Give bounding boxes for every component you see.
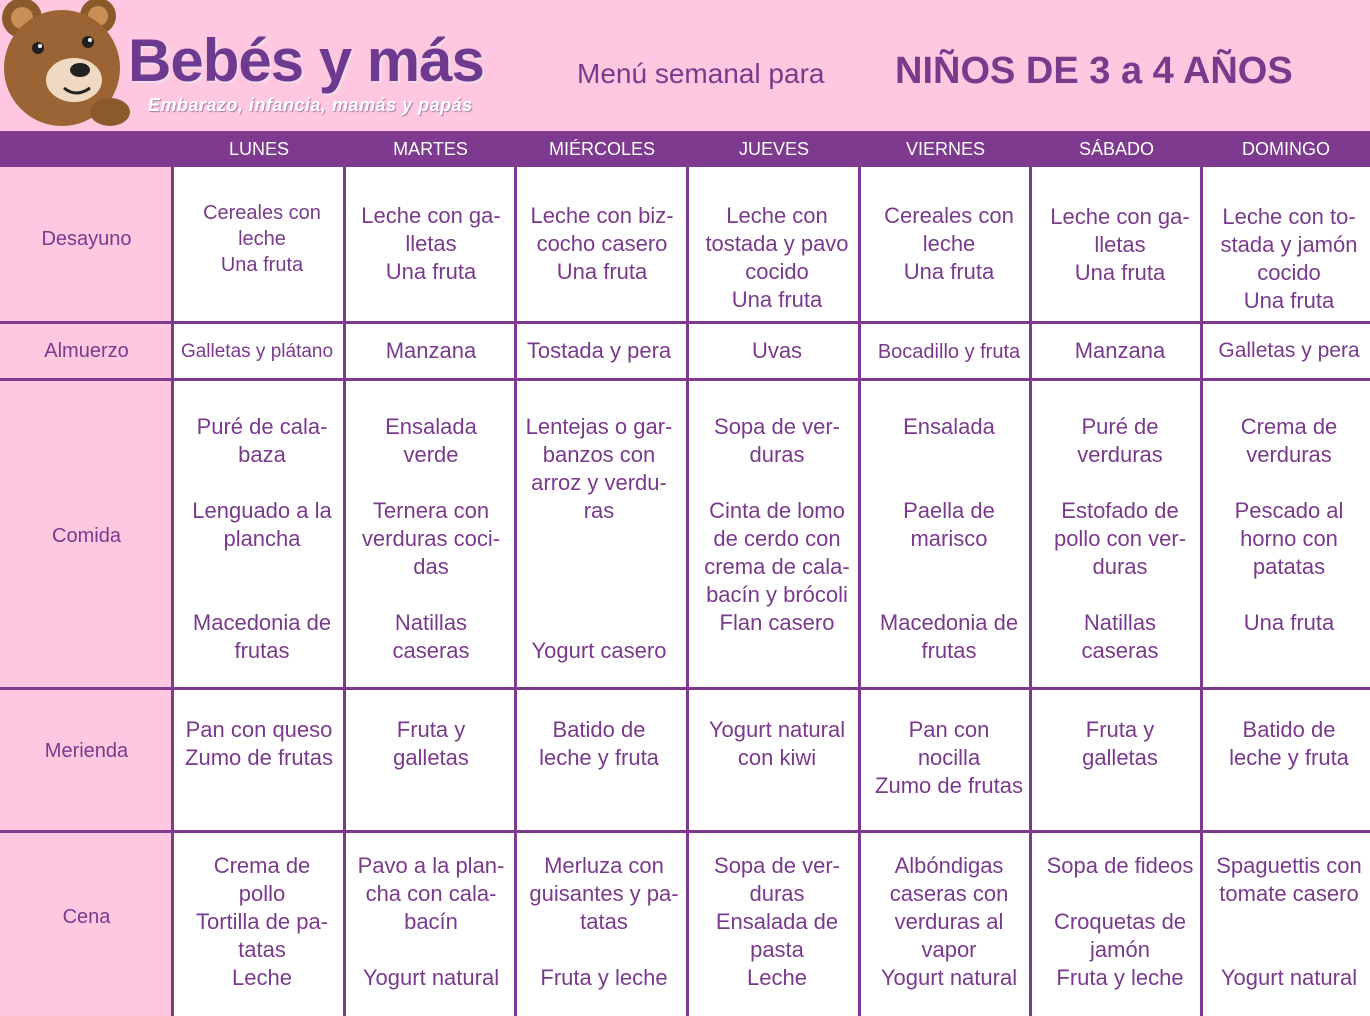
grid-divider bbox=[1029, 167, 1032, 1016]
menu-cell-almuerzo-jueves: Uvas bbox=[751, 338, 803, 363]
menu-cell-comida-jueves: Sopa de ver- duras Cinta de lomo de cerdo con crema de cala- bacín y brócoli Flan casero bbox=[704, 414, 850, 635]
menu-label: Menú semanal para bbox=[577, 58, 825, 89]
day-header-martes: MARTES bbox=[393, 139, 468, 159]
menu-cell-cena-martes: Pavo a la plan- cha con cala- bacín Yogurt natural bbox=[357, 853, 505, 990]
meal-label-merienda: Merienda bbox=[44, 740, 129, 762]
grid-divider bbox=[686, 167, 689, 1016]
menu-cell-cena-miercoles: Merluza con guisantes y pa- tatas Fruta y leche bbox=[529, 853, 679, 990]
day-header-jueves: JUEVES bbox=[738, 139, 810, 159]
teddy-bear-logo-icon bbox=[0, 0, 130, 131]
day-header-sabado: SÁBADO bbox=[1078, 139, 1155, 159]
grid-divider bbox=[858, 167, 861, 1016]
grid-divider bbox=[514, 167, 517, 1016]
menu-cell-almuerzo-sabado: Manzana bbox=[1074, 338, 1166, 363]
menu-cell-comida-sabado: Puré de verduras Estofado de pollo con ver- duras Natillas caseras bbox=[1053, 414, 1187, 663]
menu-cell-comida-lunes: Puré de cala- baza Lenguado a la plancha Macedonia de frutas bbox=[192, 414, 332, 663]
day-header-viernes: VIERNES bbox=[905, 139, 986, 159]
menu-cell-desayuno-martes: Leche con ga- lletas Una fruta bbox=[361, 203, 501, 284]
menu-cell-comida-viernes: Ensalada Paella de marisco Macedonia de frutas bbox=[879, 414, 1019, 663]
menu-cell-cena-sabado: Sopa de fideos Croquetas de jamón Fruta y leche bbox=[1046, 853, 1194, 990]
grid-divider bbox=[0, 321, 1370, 324]
menu-cell-almuerzo-martes: Manzana bbox=[385, 338, 477, 363]
grid-divider bbox=[171, 167, 174, 1016]
meal-label-desayuno: Desayuno bbox=[41, 228, 132, 250]
day-header-miercoles: MIÉRCOLES bbox=[548, 139, 656, 159]
menu-cell-merienda-domingo: Batido de leche y fruta bbox=[1229, 717, 1349, 770]
menu-cell-merienda-sabado: Fruta y galletas bbox=[1082, 717, 1158, 770]
meal-label-cena: Cena bbox=[62, 906, 111, 928]
menu-cell-cena-viernes: Albóndigas caseras con verduras al vapor Yogurt natural bbox=[880, 853, 1018, 990]
menu-cell-desayuno-miercoles: Leche con biz- cocho casero Una fruta bbox=[530, 203, 674, 284]
menu-cell-comida-miercoles: Lentejas o gar- banzos con arroz y verdu- ras Yogurt casero bbox=[525, 414, 673, 663]
menu-cell-desayuno-domingo: Leche con to- stada y jamón cocido Una fruta bbox=[1220, 204, 1358, 313]
menu-cell-cena-jueves: Sopa de ver- duras Ensalada de pasta Leche bbox=[714, 853, 840, 990]
menu-cell-cena-lunes: Crema de pollo Tortilla de pa- tatas Leche bbox=[195, 853, 329, 990]
menu-cell-desayuno-viernes: Cereales con leche Una fruta bbox=[884, 203, 1014, 284]
menu-cell-comida-domingo: Crema de verduras Pescado al horno con patatas Una fruta bbox=[1234, 414, 1344, 635]
meal-label-column bbox=[0, 167, 173, 1016]
logo-subtitle: Embarazo, infancia, mamás y papás bbox=[148, 95, 473, 115]
meal-label-comida: Comida bbox=[52, 525, 121, 547]
menu-cell-merienda-miercoles: Batido de leche y fruta bbox=[539, 717, 659, 770]
day-header-domingo: DOMINGO bbox=[1242, 139, 1330, 159]
menu-cell-merienda-jueves: Yogurt natural con kiwi bbox=[708, 717, 846, 770]
meal-label-almuerzo: Almuerzo bbox=[44, 340, 129, 362]
grid-divider bbox=[0, 830, 1370, 833]
menu-cell-almuerzo-viernes: Bocadillo y fruta bbox=[877, 341, 1021, 363]
menu-cell-almuerzo-miercoles: Tostada y pera bbox=[526, 338, 672, 363]
menu-cell-comida-martes: Ensalada verde Ternera con verduras coci- das Natillas caseras bbox=[361, 414, 501, 663]
grid-divider bbox=[343, 167, 346, 1016]
day-header-lunes: LUNES bbox=[228, 139, 290, 159]
logo-title: Bebés y más bbox=[128, 27, 484, 94]
menu-cell-cena-domingo: Spaguettis con tomate casero Yogurt natural bbox=[1216, 853, 1362, 990]
menu-cell-merienda-lunes: Pan con queso Zumo de frutas bbox=[185, 717, 333, 770]
grid-divider bbox=[0, 687, 1370, 690]
menu-cell-desayuno-jueves: Leche con tostada y pavo cocido Una fruta bbox=[705, 203, 849, 312]
age-group-title: NIÑOS DE 3 a 4 AÑOS bbox=[895, 50, 1293, 92]
day-header-bar bbox=[0, 131, 1370, 167]
grid-divider bbox=[0, 378, 1370, 381]
menu-cell-desayuno-lunes: Cereales con leche Una fruta bbox=[203, 202, 321, 276]
grid-divider bbox=[1200, 167, 1203, 1016]
menu-cell-merienda-martes: Fruta y galletas bbox=[393, 717, 469, 770]
menu-cell-almuerzo-lunes: Galletas y plátano bbox=[180, 341, 334, 362]
header bbox=[0, 0, 1370, 131]
menu-cell-almuerzo-domingo: Galletas y pera bbox=[1218, 339, 1360, 362]
menu-cell-merienda-viernes: Pan con nocilla Zumo de frutas bbox=[875, 717, 1023, 798]
menu-cell-desayuno-sabado: Leche con ga- lletas Una fruta bbox=[1050, 204, 1190, 285]
